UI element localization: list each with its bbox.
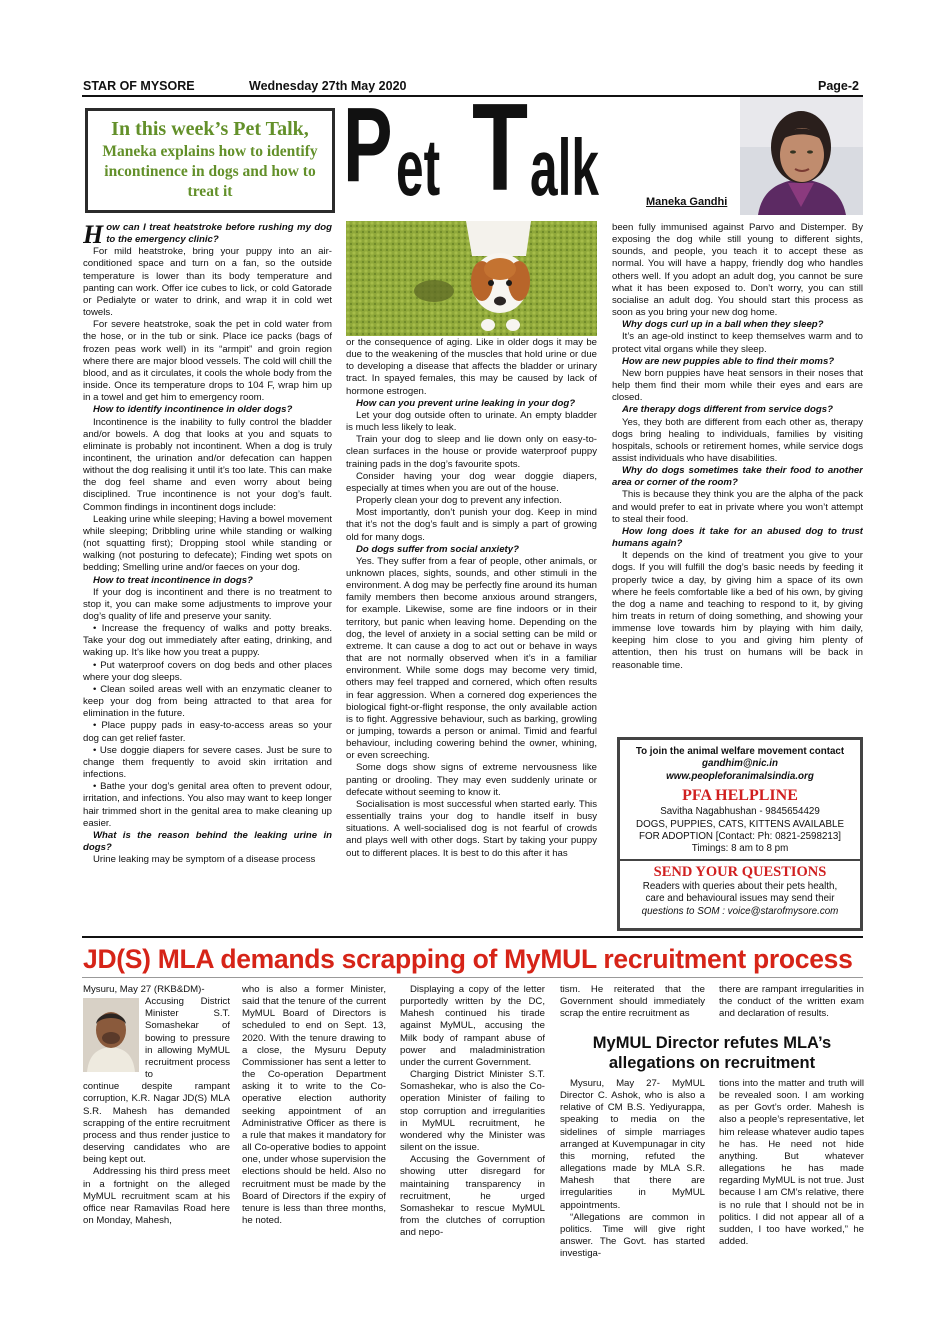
article-paragraph: • Use doggie diapers for severe cases. Just be sure to change them frequently to avoid skin irritation and infections. — [83, 744, 332, 781]
send-questions-line-2: care and behavioural issues may send their — [645, 893, 835, 905]
news-col3-para-3: Accusing the Government of showing utter disregard for maintaining transparency in recruitment, he urged Somashekar to rescue MyMUL from the clutches of corruption and nepo- — [400, 1154, 545, 1239]
article-paragraph: Incontinence is the inability to fully control the bladder and/or bowels. A dog that looks at you and squats to eliminate is probably not incontinent. When a dog is truly incontinent, the urination and/or defecation can happen without the dog realising it until it’s too late. This can make the dog feel shame and even worry about being disciplined. True incontinence is not your dog’s fault. Common findings in incontinent dogs include: — [83, 416, 332, 513]
article-paragraph: • Place puppy pads in easy-to-access areas so your dog can get relief faster. — [83, 720, 332, 744]
sub-headline: MyMUL Director refutes MLA’s allegations on recruitment — [592, 1034, 832, 1072]
article-paragraph: Socialisation is most successful when started early. This essentially trains your dog to handle itself in busy situations. A well-socialised dog is not fearful of crowds and plays well with other dogs. Start by taking your puppy out to different places. It is best to do this after it has — [346, 798, 597, 859]
helpline-timings: Timings: 8 am to 8 pm — [691, 843, 789, 855]
question-text: ow can I treat heatstroke before rushing my dog to the emergency clinic? — [106, 222, 332, 246]
news-col4-text: tism. He reiterated that the Government should immediately scrap the entire recruitment as — [560, 984, 705, 1020]
teaser-box — [85, 108, 335, 213]
question-heading — [83, 222, 332, 249]
news-dateline: Mysuru, May 27 (RKB&DM)- — [83, 984, 205, 995]
news-column-5-top — [719, 984, 864, 1028]
article-paragraph: If your dog is incontinent and there is no treatment to stop it, you can make some adjustments to improve your dog’s quality of life and preserve your sanity. — [83, 586, 332, 622]
news-column-2 — [242, 984, 386, 1254]
question-heading: How to treat incontinence in dogs? — [93, 574, 253, 586]
send-questions-title: SEND YOUR QUESTIONS — [653, 863, 827, 880]
sub-para-2: “Allegations are common in politics. Time will give right answer. The Govt. has started investiga- — [560, 1211, 705, 1258]
article-paragraph: Let your dog outside often to urinate. An empty bladder is much less likely to leak. — [346, 409, 597, 434]
article-paragraph: This is because they think you are the alpha of the pack and would prefer to eat in private where you won’t attempt to steal their food. — [612, 489, 863, 525]
article-paragraph: • Clean soiled areas well with an enzymatic cleaner to keep your dog from being attracted to that area for elimination in the future. — [83, 683, 332, 720]
news-lead-cont: continue despite rampant corruption, K.R. Nagar JD(S) MLA S.R. Mahesh has demanded scrapping of the entire recruitment process and thus render justice to deserving candidates who are being kept out. — [83, 1081, 230, 1166]
news-col3-para-1: Displaying a copy of the letter purportedly written by the DC, Mahesh continued his tirade against MyMUL, accusing the Milk body of rampant abuse of power and maladministration under the current Government. — [400, 984, 545, 1068]
article-paragraph: Train your dog to sleep and lie down only on easy-to-clean surfaces in the house or provide waterproof puppy training pads in the dog’s favourite spots. — [346, 434, 597, 470]
article-paragraph: Consider having your dog wear doggie diapers, especially at times when you are out of the house. — [346, 470, 597, 494]
author-portrait — [740, 97, 863, 215]
article-paragraph: • Bathe your dog’s genital area often to prevent odour, irritation, and infections. You also may want to keep longer hair trimmed short in the genital area to make cleaning up easier. — [83, 781, 332, 829]
news-col2-text: who is also a former Minister, said that the tenure of the current MyMUL Board of Directors is scheduled to end on Sept. 13, 2020. With the tenure drawing to a close, the Mysuru Deputy Commissioner has sent a letter to the Co-operation Department asking it to write to the Co-operative election authority seeking appointment of an Administrative Officer as there is a rule that makes it mandatory for all Co-operative bodies to appoint one, under whose supervision the elections should be held. Also no recruitment must be made by the Board of Directors if the expiry of tenure is less than three months, he noted. — [242, 984, 386, 1226]
website-link[interactable]: www.peopleforanimalsindia.org — [666, 770, 814, 782]
article-paragraph: or the consequence of aging. Like in older dogs it may be due to the weakening of the muscles that hold urine or due to developing a disease that affects the bladder or urinary tract. In spayed females, this may be caused by lack of hormone estrogen. — [346, 337, 597, 397]
question-heading: How can you prevent urine leaking in your dog? — [356, 397, 576, 409]
adoption-line-1: DOGS, PUPPIES, CATS, KITTENS AVAILABLE — [636, 818, 844, 830]
sub-column-2 — [719, 1078, 864, 1258]
issue-date: Wednesday 27th May 2020 — [249, 79, 407, 93]
question-heading: Are therapy dogs different from service dogs? — [622, 404, 833, 416]
page-number: Page-2 — [818, 79, 859, 93]
article-paragraph: For severe heatstroke, soak the pet in cold water from the hose, or in the tub or sink. Place ice packs (bags of frozen peas work well) in its “armpit” and groin region where there are major blood vessels. The cold will chill the blood, and as it circulates, it cools the whole body from the inside. Once its temperature drops to 104 F, wrap him up in a towel and get him to emergency room. — [83, 319, 332, 404]
sub-para-1: Mysuru, May 27- MyMUL Director C. Ashok, who is also a relative of CM B.S. Yediyurappa, speaking to media on the sidelines of simple marriages arranged at Kuvempunagar in city this morning, refuted the allegations made by MLA S.R. Mahesh that there are irregularities in MyMUL appointments. — [560, 1078, 705, 1211]
logo-letter-t: T — [472, 79, 529, 217]
question-heading: How are new puppies able to find their moms? — [622, 355, 835, 367]
logo-et: et — [396, 123, 441, 212]
news-para-2: Addressing his third press meet in a fortnight on the alleged MyMUL recruitment scam at his office near Ramavilas Road here on Monday, Mahesh, — [83, 1166, 230, 1226]
byline: Maneka Gandhi — [646, 196, 728, 208]
helpline-contact: Savitha Nagabhushan - 9845654429 — [660, 806, 820, 818]
article-paragraph: been fully immunised against Parvo and Distemper. By exposing the dog while still young to different sights, sounds, and people, you teach it to accept these as normal. You will have a happy, friendly dog who handles others well. If you adopt an adult dog, you cannot be sure what it has been exposed to. Don’t worry, you can still socialise an adult dog. You should start this process as soon as you bring your new dog home. — [612, 222, 863, 319]
article-paragraph: It depends on the kind of treatment you give to your dogs. If you will fulfill the dog’s basic needs by feeding it properly twice a day, by giving him a space of its own where he feels comfortable like a bed of his own, by giving the dog a name and teaching to respond to it, by giving him treats in return of doing something, and showing your immense love towards him by playing with him daily, keeping him close to you and giving him plenty of attention, then his trust on humans will be back in reasonable time. — [612, 550, 863, 671]
helpline-box — [617, 737, 863, 931]
paper-name: STAR OF MYSORE — [83, 79, 195, 93]
news-lead: Accusing District Minister S.T. Somashekar of bowing to pressure in allowing MyMUL recruitment process to — [145, 996, 230, 1081]
article-paragraph: Yes, they both are different from each other as, therapy dogs bring healing to individuals, families by visiting hospitals, schools or retirement homes, while service dogs assist individuals who have disabilities. — [612, 416, 863, 464]
helpline-title: PFA HELPLINE — [682, 787, 798, 805]
question-heading: Do dogs suffer from social anxiety? — [356, 543, 519, 555]
headline-rule — [82, 977, 863, 978]
section-rule — [82, 936, 863, 938]
contact-email[interactable]: gandhim@nic.in — [702, 758, 778, 770]
article-paragraph: Some dogs show signs of extreme nervousness like panting or drooling. They may even suddenly urinate or defecate without seeming to know it. — [346, 762, 597, 798]
article-column-3 — [612, 222, 863, 732]
article-column-1 — [83, 222, 332, 934]
puppy-photo — [346, 221, 597, 336]
article-paragraph: • Put waterproof covers on dog beds and other places where your dog sleeps. — [83, 659, 332, 683]
adoption-line-2: FOR ADOPTION [Contact: Ph: 0821-2598213] — [638, 831, 842, 843]
join-text: To join the animal welfare movement contact — [635, 746, 845, 757]
mla-photo — [83, 998, 139, 1072]
news-column-4-top — [560, 984, 705, 1028]
sub-col2-text: tions into the matter and truth will be revealed soon. I am working as per Govt’s order. Mahesh is also a people’s representative, let him release whatever audio tapes he has. He need not hide anything. But whatever allegations he has made regarding MyMUL is not true. Just because I am CM’s relative, there is no rule that I should not be in politics. I did not appear all of a sudden, I too have worked,” he added. — [719, 1078, 864, 1248]
logo-letter-p: P — [343, 86, 393, 204]
question-heading: Why dogs curl up in a ball when they sleep? — [622, 319, 824, 331]
article-paragraph: • Increase the frequency of walks and potty breaks. Take your dog out immediately after eating, drinking, and waking up. It’s like how you treat a puppy. — [83, 623, 332, 659]
article-paragraph: Properly clean your dog to prevent any infection. — [356, 495, 562, 507]
article-paragraph: New born puppies have heat sensors in their noses that help them find their mom while their eyes and ears are closed. — [612, 367, 863, 404]
drop-cap: H — [83, 222, 104, 249]
article-paragraph: For mild heatstroke, bring your puppy into an air-conditioned space and turn on a fan, so the outside temperature is lower than its body temperature and panting can work. Offer ice cubes to lick, or cold Gatorade or Pedialyte or water to drink, and wrap it in cold wet towels. — [83, 246, 332, 319]
article-paragraph: Leaking urine while sleeping; Having a bowel movement while sleeping; Dribbling urine while standing or walking (not squatting first); Dropping stool while standing or walking (not posturing to defecate); Finding wet spots on bedding; Smelling urine and/or faeces on your dog. — [83, 513, 332, 574]
question-heading: What is the reason behind the leaking urine in dogs? — [83, 829, 332, 853]
send-questions-line-1: Readers with queries about their pets health, — [642, 880, 838, 892]
news-col5-text: there are rampant irregularities in the conduct of the written exam and declaration of results. — [719, 984, 864, 1020]
teaser-text: Maneka explains how to identify incontinence in dogs and how to treat it — [102, 143, 318, 200]
question-heading: How long does it take for an abused dog to trust humans again? — [612, 525, 863, 550]
teaser-title: In this week’s Pet Talk, — [111, 118, 309, 140]
article-paragraph: Most importantly, don’t punish your dog. Keep in mind that it’s not the dog’s fault and is simply a part of growing old for many dogs. — [346, 507, 597, 543]
news-headline: JD(S) MLA demands scrapping of MyMUL recruitment process — [83, 944, 853, 974]
sub-column-1 — [560, 1078, 705, 1258]
article-paragraph: Urine leaking may be symptom of a disease process — [93, 854, 316, 866]
news-column-3 — [400, 984, 545, 1254]
logo-alk: alk — [530, 123, 599, 212]
question-heading: How to identify incontinence in older dogs? — [93, 404, 293, 416]
article-paragraph: It’s an age-old instinct to keep themselves warm and to protect vital organs while they sleep. — [612, 331, 863, 355]
send-questions-line-3: questions to SOM : voice@starofmysore.com — [641, 905, 839, 917]
article-paragraph: Yes. They suffer from a fear of people, other animals, or unknown places, sights, sounds, and other stimuli in the environment. A dog may be perfectly fine around its human family members then become anxious around strangers, for example. Likewise, some are fine indoors or in their territory, but panic when leaving home. Depending on the dog, the level of anxiety in a social setting can be mild or extreme. It can cause a dog to act out or behave in ways that are not normally observed when it’s in a familiar environment. While some dogs may become very timid, others may feel trapped and cornered, which often results in fear aggression. When a cornered dog experiences the biological fight-or-flight response, the only available action is to fight. Aggressive behaviour, such as barking, growling or jumping, towards a person or animal. Timid and fearful behaviour, including cowering behind the owner, whining, or even screeching. — [346, 555, 597, 762]
question-heading: Why do dogs sometimes take their food to another area or corner of the room? — [612, 465, 863, 489]
news-col3-para-2: Charging District Minister S.T. Somashekar, who is also the Co-operation Minister of failing to stop corruption and irregularities in MyMUL recruitment, he wondered why the Minister was silent on the issue. — [400, 1069, 545, 1154]
news-column-1 — [83, 984, 230, 1254]
article-column-2 — [346, 337, 597, 934]
